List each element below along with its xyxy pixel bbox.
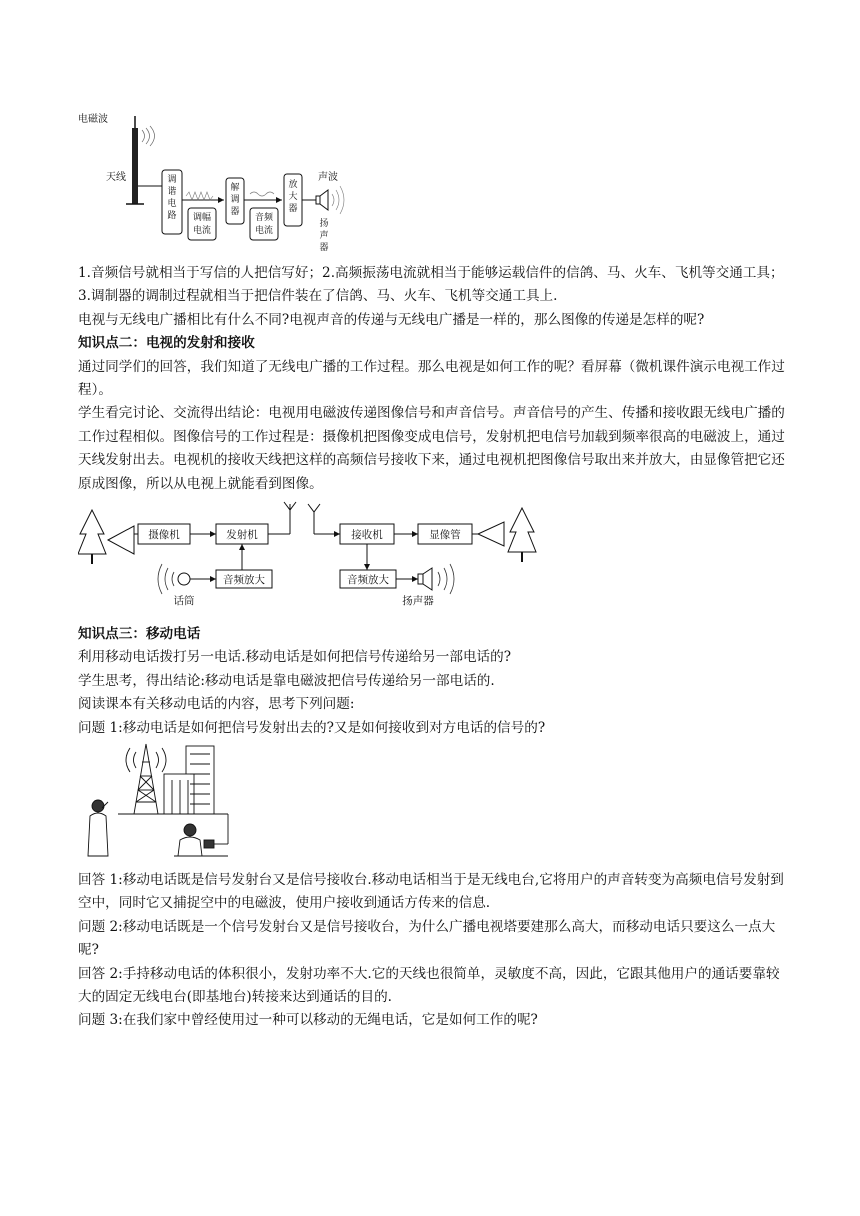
person-with-desk-phone-icon — [174, 824, 228, 856]
tv-conclusion-paragraph: 学生看完讨论、交流得出结论：电视用电磁波传递图像信号和声音信号。声音信号的产生、传播和接收跟无线电广播的工作过程相似。图像信号的工作过程是：摄像机把图像变成电信号，发射机把电信号加载到频率很高的电磁波上，通过天线发射出去。电视机的接收天线把这样的高频信号接收下来，通过电视机把图像信号取出来并放大，由显像管把它还原成图像，所以从电视上就能看到图像。 — [78, 405, 785, 492]
radio-tower-icon — [126, 744, 166, 814]
mobile-paragraph-2: 学生思考，得出结论:移动电话是靠电磁波把信号传递给另一部电话的. — [78, 672, 495, 689]
text-block-2 — [78, 623, 790, 740]
tree-icon-right — [508, 508, 536, 562]
tv-transmission-diagram — [78, 500, 538, 612]
audio-amp-tx-label: 音频放大 — [223, 574, 265, 586]
section-heading-3: 知识点三：移动电话 — [78, 626, 201, 642]
person-with-mobile-icon — [88, 800, 108, 856]
speaker-icon — [316, 186, 344, 214]
radio-receiver-diagram — [78, 108, 368, 260]
question-2: 问题 2:移动电话既是一个信号发射台又是信号接收台，为什么广播电视塔要建那么高大，而移动电话只要这么一点大呢? — [78, 918, 776, 959]
mobile-phone-illustration — [78, 740, 308, 862]
tree-icon — [78, 510, 106, 564]
tv-speaker-icon — [418, 564, 454, 594]
mobile-paragraph-3: 阅读课本有关移动电话的内容，思考下列问题: — [78, 696, 355, 713]
antenna-label: 天线 — [106, 172, 126, 183]
svg-text:音频电流: 音频电流 — [254, 213, 274, 236]
picture-tube-label: 显像管 — [429, 529, 461, 541]
mobile-paragraph-1: 利用移动电话拨打另一电话.移动电话是如何把信号传递给另一部电话的? — [78, 649, 512, 666]
camera-label: 摄像机 — [148, 529, 180, 541]
sound-wave-label: 声波 — [318, 172, 338, 183]
answer-1: 回答 1:移动电话既是信号发射台又是信号接收台.移动电话相当于是无线电台,它将用户的声音转变为高频电信号发射到空中，同时它又捕捉空中的电磁波，使用户接收到通话方传来的信息. — [78, 872, 784, 912]
receiver-label: 接收机 — [351, 529, 383, 541]
question-paragraph: 电视与无线电广播相比有什么不同?电视声音的传递与无线电广播是一样的，那么图像的传递是怎样的呢? — [78, 311, 705, 328]
audio-amp-rx-label: 音频放大 — [347, 574, 389, 586]
text-block-3 — [78, 869, 790, 1033]
question-1: 问题 1:移动电话是如何把信号发射出去的?又是如何接收到对方电话的信号的? — [78, 719, 546, 736]
rx-antenna-icon — [308, 504, 320, 512]
answer-2: 回答 2:手持移动电话的体积很小，发射功率不大.它的天线也很简单，灵敏度不高，因此，它跟其他用户的通话要靠较大的固定无线电台(即基地台)转接来达到通话的目的. — [78, 965, 780, 1006]
microphone-icon — [158, 564, 216, 594]
section-heading-2: 知识点二：电视的发射和接收 — [78, 335, 255, 352]
wave-label: 电磁波 — [78, 114, 108, 125]
wave-icon — [142, 126, 155, 146]
tv-speaker-label: 扬声器 — [402, 595, 434, 607]
svg-text:调谐电路: 调谐电路 — [167, 175, 177, 221]
svg-text:扬声器: 扬声器 — [319, 219, 329, 253]
tv-intro-paragraph: 通过同学们的回答，我们知道了无线电广播的工作过程。那么电视是如何工作的呢？看屏幕（微机课件演示电视工作过程）。 — [78, 358, 785, 399]
svg-text:放大器: 放大器 — [288, 180, 298, 214]
building-icon — [164, 746, 214, 814]
microphone-label: 话筒 — [173, 595, 195, 607]
transmitter-label: 发射机 — [226, 529, 258, 541]
antenna-icon — [126, 116, 144, 204]
text-block-1 — [78, 262, 790, 496]
svg-text:调幅电流: 调幅电流 — [192, 213, 212, 236]
svg-text:解调器: 解调器 — [230, 183, 240, 217]
analogy-paragraph: 1.音频信号就相当于写信的人把信写好；2.高频振荡电流就相当于能够运载信件的信鸽、马、火车、飞机等交通工具；3.调制器的调制过程就相当于把信件装在了信鸽、马、火车、飞机等交通工具上. — [78, 265, 784, 305]
question-3: 问题 3:在我们家中曾经使用过一种可以移动的无绳电话，它是如何工作的呢? — [78, 1012, 538, 1029]
